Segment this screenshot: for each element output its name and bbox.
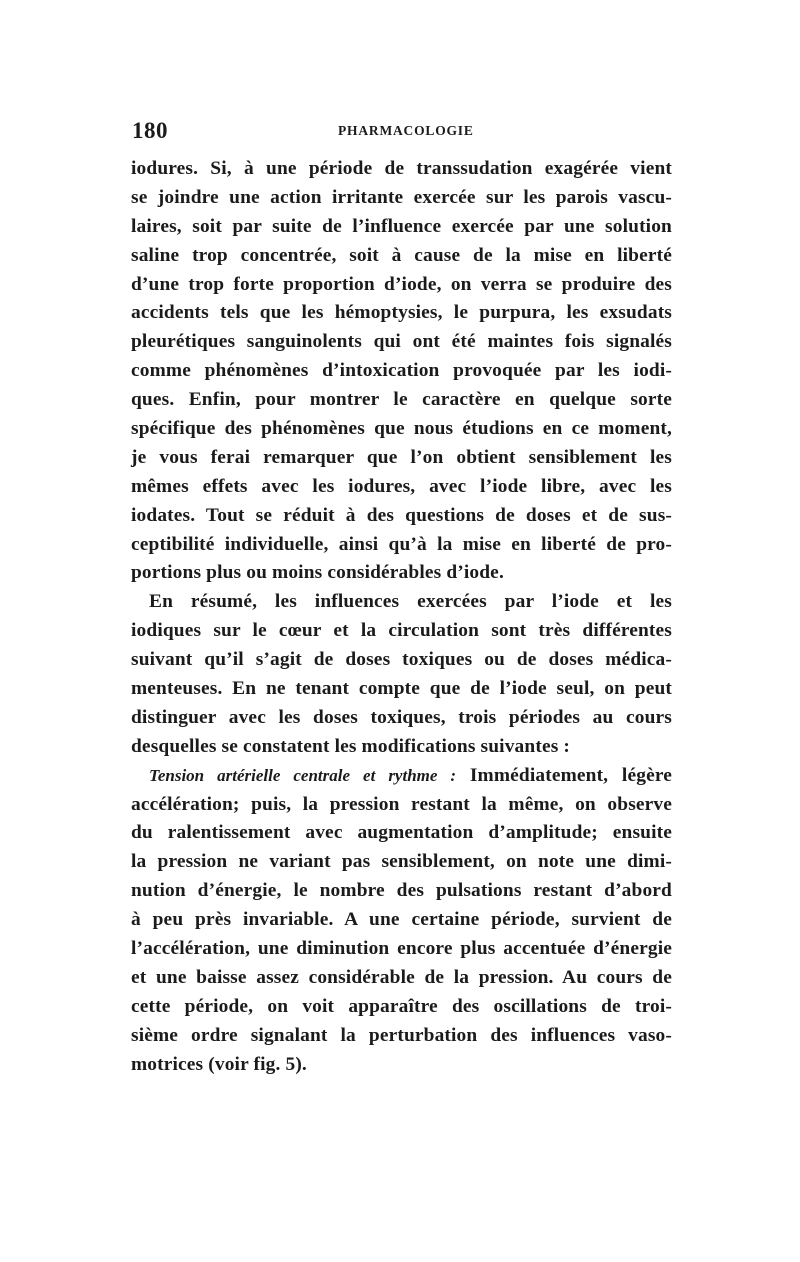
text-line: comme phénomènes d’intoxication provoquée par les iodi- bbox=[131, 360, 672, 382]
text-line: accidents tels que les hémoptysies, le purpura, les exsudats bbox=[131, 302, 672, 324]
text-line: à peu près invariable. A une certaine période, survient de bbox=[131, 909, 672, 931]
text-line: laires, soit par suite de l’influence exercée par une solution bbox=[131, 215, 672, 237]
text-line: motrices (voir fig. 5). bbox=[131, 1053, 307, 1075]
text-line: ques. Enfin, pour montrer le caractère en quelque sorte bbox=[131, 389, 672, 411]
text-line bbox=[131, 762, 672, 791]
text-line: iodures. Si, à une période de transsudation exagérée vient bbox=[131, 158, 672, 179]
text-line: et une baisse assez considérable de la pression. Au cours de bbox=[131, 966, 672, 988]
text-line: la pression ne variant pas sensiblement, on note une dimi- bbox=[131, 851, 672, 873]
text-line: suivant qu’il s’agit de doses toxiques ou de doses médica- bbox=[131, 649, 672, 671]
text-line: d’une trop forte proportion d’iode, on verra se produire des bbox=[131, 273, 672, 295]
text-line: pleurétiques sanguinolents qui ont été maintes fois signalés bbox=[131, 331, 672, 353]
text-line: saline trop concentrée, soit à cause de la mise en liberté bbox=[131, 244, 672, 266]
text-line: desquelles se constatent les modifications suivantes : bbox=[131, 735, 571, 757]
text-line: portions plus ou moins considérables d’iode. bbox=[131, 562, 504, 584]
running-title: PHARMACOLOGIE bbox=[338, 123, 474, 138]
text-line: En résumé, les influences exercées par l’iode et les bbox=[149, 591, 672, 613]
text-line: nution d’énergie, le nombre des pulsations restant d’abord bbox=[131, 880, 672, 902]
text-line: menteuses. En ne tenant compte que de l’iode seul, on peut bbox=[131, 678, 672, 700]
text-line: du ralentissement avec augmentation d’amplitude; ensuite bbox=[131, 822, 672, 844]
text-line: spécifique des phénomènes que nous étudions en ce moment, bbox=[131, 418, 672, 440]
section-heading-italic: Tension artérielle centrale et rythme : bbox=[149, 765, 457, 785]
text-line: iodiques sur le cœur et la circulation sont très différentes bbox=[131, 620, 672, 642]
text-line: accélération; puis, la pression restant la même, on observe bbox=[131, 793, 672, 815]
text-line: l’accélération, une diminution encore plus accentuée d’énergie bbox=[131, 938, 672, 960]
text-line: ceptibilité individuelle, ainsi qu’à la mise en liberté de pro- bbox=[131, 533, 672, 555]
text-line: cette période, on voit apparaître des oscillations de troi- bbox=[131, 995, 672, 1017]
text-line: distinguer avec les doses toxiques, trois périodes au cours bbox=[131, 706, 672, 728]
text-line: mêmes effets avec les iodures, avec l’iode libre, avec les bbox=[131, 475, 672, 497]
text-line: je vous ferai remarquer que l’on obtient sensiblement les bbox=[131, 446, 672, 468]
page-number: 180 bbox=[132, 118, 168, 143]
page-header bbox=[132, 118, 672, 142]
text-line: iodates. Tout se réduit à des questions de doses et de sus- bbox=[131, 504, 672, 526]
body-text bbox=[131, 155, 672, 1080]
text-line: sième ordre signalant la perturbation des influences vaso- bbox=[131, 1024, 672, 1046]
text-line: se joindre une action irritante exercée sur les parois vascu- bbox=[131, 186, 672, 208]
text-run: Immédiatement, légère bbox=[456, 764, 672, 786]
